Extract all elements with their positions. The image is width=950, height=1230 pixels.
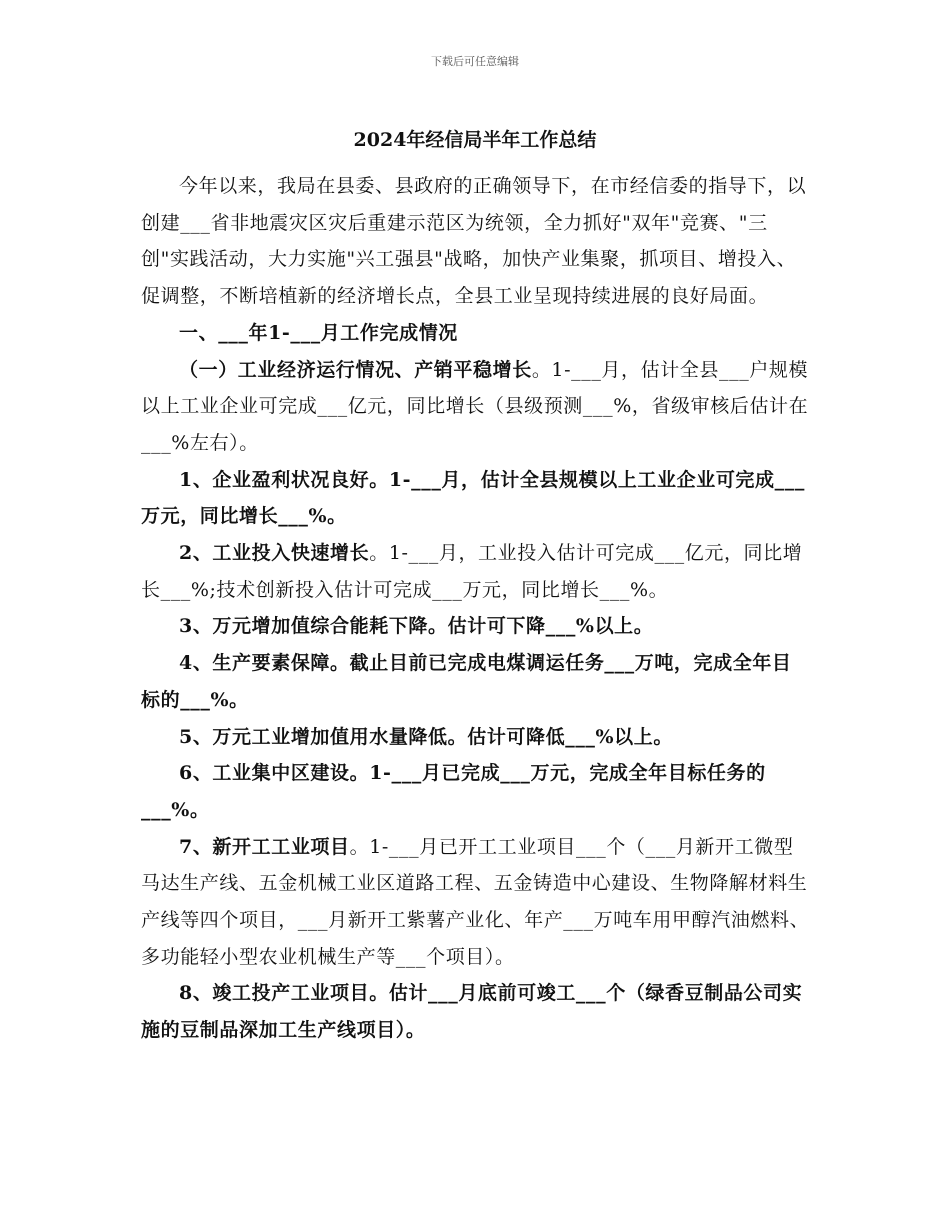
subsection-paragraph: [141, 352, 811, 462]
section-heading: [141, 315, 811, 352]
paragraph-lead: 2、工业投入快速增长: [179, 542, 370, 565]
item-paragraph: [141, 755, 811, 828]
document-title: 2024年经信局半年工作总结: [353, 129, 597, 151]
paragraph-lead: 6、工业集中区建设。1-___月已完成___万元，完成全年目标任务的___%。: [141, 762, 766, 821]
paragraph-intro: [141, 168, 811, 315]
item-paragraph: [141, 719, 811, 756]
item-paragraph: [141, 829, 811, 976]
paragraph-lead: 8、竣工投产工业项目。估计___月底前可竣工___个（绿香豆制品公司实施的豆制品深加工生产线项目）。: [141, 982, 803, 1042]
item-paragraph: [141, 608, 811, 645]
paragraph-lead: （一）工业经济运行情况、产销平稳增长: [179, 358, 532, 381]
paragraph-text: 。1-___月，工业投入估计可完成___亿元，同比增长___%;技术创新投入估计可完成___万元，同比增长___%。: [141, 542, 803, 601]
item-paragraph: [141, 535, 811, 608]
item-paragraph: [141, 645, 811, 718]
paragraph-lead: 7、新开工工业项目: [179, 835, 350, 858]
paragraph-text: 。1-___月，估计全县___户规模以上工业企业可完成___亿元，同比增长（县级预测___%，省级审核后估计在___%左右）。: [141, 358, 809, 454]
item-paragraph: [141, 975, 811, 1048]
paragraph-lead: 3、万元增加值综合能耗下降。估计可下降___%以上。: [179, 615, 654, 638]
paragraph-lead: 1、企业盈利状况良好。1-___月，估计全县规模以上工业企业可完成___万元，同比增长___%。: [141, 468, 805, 528]
item-paragraph: [141, 462, 811, 535]
paragraph-text: 今年以来，我局在县委、县政府的正确领导下，在市经信委的指导下，以创建___省非地震灾区灾后重建示范区为统领，全力抓好"双年"竞赛、"三创"实践活动，大力实施"兴工强县"战略，加快产业集聚，抓项目、增投入、促调整，不断培植新的经济增长点，全县工业呈现持续进展的良好局面。: [141, 175, 807, 308]
header-note: 下载后可任意编辑: [431, 55, 519, 68]
paragraph-text: 。1-___月已开工工业项目___个（___月新开工微型马达生产线、五金机械工业区道路工程、五金铸造中心建设、生物降解材料生产线等四个项目，___月新开工紫薯产业化、年产___万吨车用甲醇汽油燃料、多功能轻小型农业机械生产等___个项目）。: [141, 835, 810, 968]
document-body: [141, 168, 811, 1049]
paragraph-lead: 4、生产要素保障。截止目前已完成电煤调运任务___万吨，完成全年目标的___%。: [141, 652, 792, 711]
paragraph-lead: 一、___年1-___月工作完成情况: [179, 321, 458, 344]
paragraph-lead: 5、万元工业增加值用水量降低。估计可降低___%以上。: [179, 725, 673, 748]
